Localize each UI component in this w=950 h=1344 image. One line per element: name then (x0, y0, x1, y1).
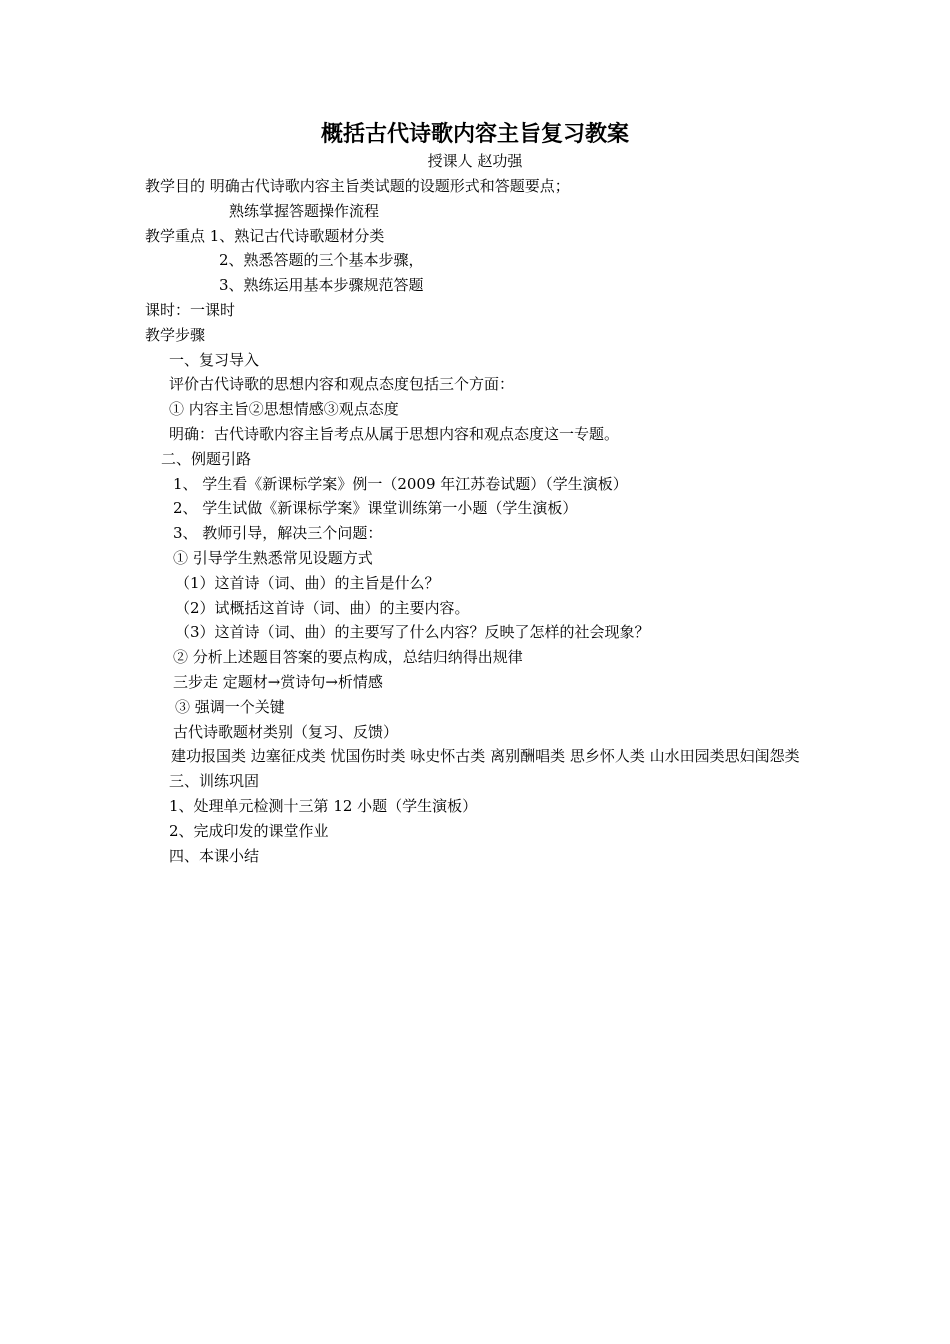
teaching-steps-heading: 教学步骤 (145, 325, 206, 344)
teaching-focus-1: 教学重点 1、熟记古代诗歌题材分类 (145, 226, 385, 245)
class-hours: 课时：一课时 (145, 300, 236, 319)
poetry-categories-heading: 古代诗歌题材类别（复习、反馈） (173, 722, 399, 741)
question-form-3: （3）这首诗（词、曲）的主要写了什么内容？反映了怎样的社会现象？ (175, 623, 650, 642)
section-2-heading: 二、例题引路 (161, 449, 252, 468)
step-item-2: 2、 学生试做《新课标学案》课堂训练第一小题（学生演板） (173, 499, 578, 518)
author-line: 授课人 赵功强 (427, 152, 523, 170)
teaching-focus-2: 2、熟悉答题的三个基本步骤， (219, 251, 424, 270)
step-item-1: 1、 学生看《新课标学案》例一（2009 年江苏卷试题）（学生演板） (173, 474, 628, 493)
practice-item-1: 1、处理单元检测十三第 12 小题（学生演板） (169, 796, 478, 815)
question-form-2: （2）试概括这首诗（词、曲）的主要内容。 (175, 598, 470, 617)
practice-item-2: 2、完成印发的课堂作业 (169, 821, 329, 840)
clarification: 明确：古代诗歌内容主旨考点从属于思想内容和观点态度这一专题。 (169, 424, 620, 443)
teaching-objective: 教学目的 明确古代诗歌内容主旨类试题的设题形式和答题要点； (145, 177, 570, 195)
poetry-categories-list: 建功报国类 边塞征戍类 忧国伤时类 咏史怀古类 离别酬唱类 思乡怀人类 山水田园类思妇闺怨类 (171, 747, 800, 766)
section-4-heading: 四、本课小结 (169, 846, 260, 865)
document-title: 概括古代诗歌内容主旨复习教案 (320, 122, 629, 147)
teaching-objective-continued: 熟练掌握答题操作流程 (229, 201, 380, 220)
three-steps: 三步走 定题材→赏诗句→析情感 (173, 672, 383, 691)
question-form-1: （1）这首诗（词、曲）的主旨是什么？ (175, 573, 440, 592)
section-1-heading: 一、复习导入 (169, 350, 260, 369)
step-item-3: 3、 教师引导，解决三个问题： (173, 524, 383, 543)
sub-point-2: ② 分析上述题目答案的要点构成，总结归纳得出规律 (173, 648, 523, 667)
sub-point-3: ③ 强调一个关键 (175, 697, 285, 716)
teaching-focus-3: 3、熟练运用基本步骤规范答题 (219, 276, 424, 295)
document-body (145, 174, 815, 868)
section-3-heading: 三、训练巩固 (169, 772, 260, 791)
three-aspects: ① 内容主旨②思想情感③观点态度 (169, 400, 399, 419)
sub-point-1: ① 引导学生熟悉常见设题方式 (173, 548, 373, 567)
paragraph-evaluation: 评价古代诗歌的思想内容和观点态度包括三个方面： (169, 375, 515, 394)
